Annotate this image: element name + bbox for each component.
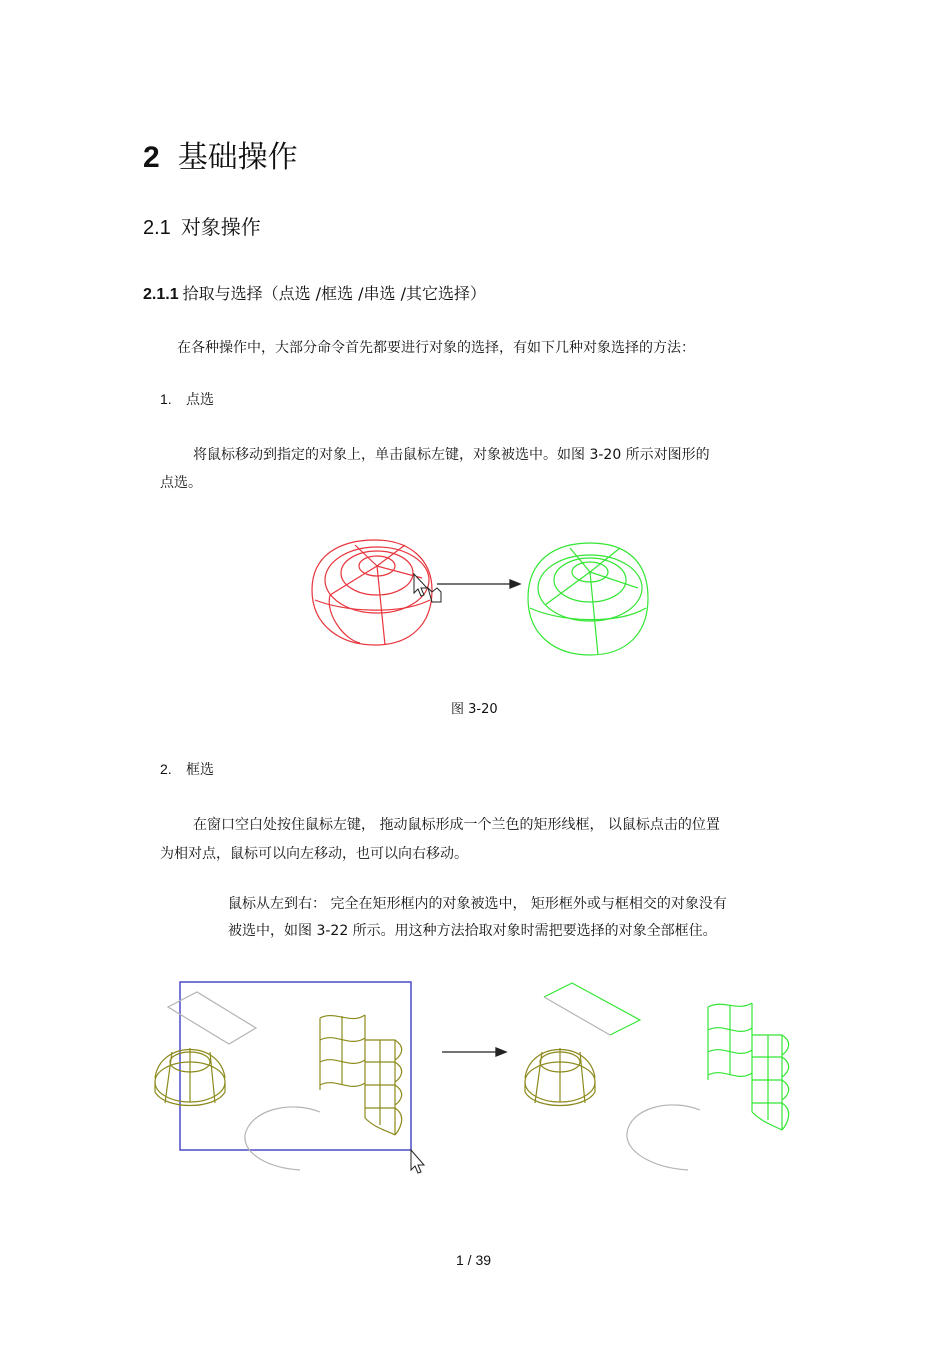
- selection-box: [180, 982, 411, 1150]
- page-number: 1 / 39: [456, 1252, 492, 1268]
- list-item-label: 点选: [186, 392, 214, 408]
- olive-dome-left: [155, 1048, 225, 1106]
- subsection-number: 2.1.1: [143, 286, 179, 303]
- selected-plane-right: [544, 983, 640, 1035]
- gray-plane-left: [168, 992, 256, 1044]
- point-select-text-line1: 将鼠标移动到指定的对象上，单击鼠标左键，对象被选中。如图 3-20 所示对图形的: [193, 447, 710, 463]
- section-number: 2.1: [143, 217, 171, 239]
- point-select-text-line2: 点选。: [160, 475, 202, 491]
- list-item-number: 2.: [160, 761, 172, 777]
- intro-paragraph: 在各种操作中，大部分命令首先都要进行对象的选择，有如下几种对象选择的方法：: [177, 340, 695, 356]
- gray-arc-left: [245, 1107, 320, 1170]
- olive-surface-left: [320, 1015, 402, 1135]
- subsection-title: 拾取与选择（点选 /框选 /串选 /其它选择）: [182, 284, 487, 303]
- left-to-right-text-line2: 被选中，如图 3-22 所示。用这种方法拾取对象时需把要选择的对象全部框住。: [228, 923, 717, 939]
- figure-caption: 图 3-20: [451, 702, 498, 717]
- olive-dome-right: [525, 1048, 595, 1106]
- list-item-label: 框选: [186, 762, 214, 778]
- transition-arrow: [437, 580, 520, 588]
- cursor-arrow-icon: [414, 574, 441, 602]
- list-item-box-select: [160, 759, 214, 779]
- green-dome-wireframe: [528, 543, 648, 655]
- green-surface-right: [708, 1003, 789, 1130]
- box-select-text-line1: 在窗口空白处按住鼠标左键， 拖动鼠标形成一个兰色的矩形线框， 以鼠标点击的位置: [193, 817, 720, 833]
- chapter-title: 基础操作: [177, 140, 298, 175]
- chapter-number: 2: [143, 141, 160, 174]
- section-title: 对象操作: [180, 215, 261, 239]
- cursor-arrow-icon-2: [411, 1150, 424, 1173]
- box-select-text-line2: 为相对点，鼠标可以向左移动，也可以向右移动。: [160, 846, 468, 862]
- list-item-number: 1.: [160, 391, 172, 407]
- left-to-right-text-line1: 鼠标从左到右： 完全在矩形框内的对象被选中， 矩形框外或与框相交的对象没有: [228, 896, 727, 912]
- gray-arc-right: [627, 1105, 700, 1170]
- transition-arrow-2: [442, 1048, 506, 1056]
